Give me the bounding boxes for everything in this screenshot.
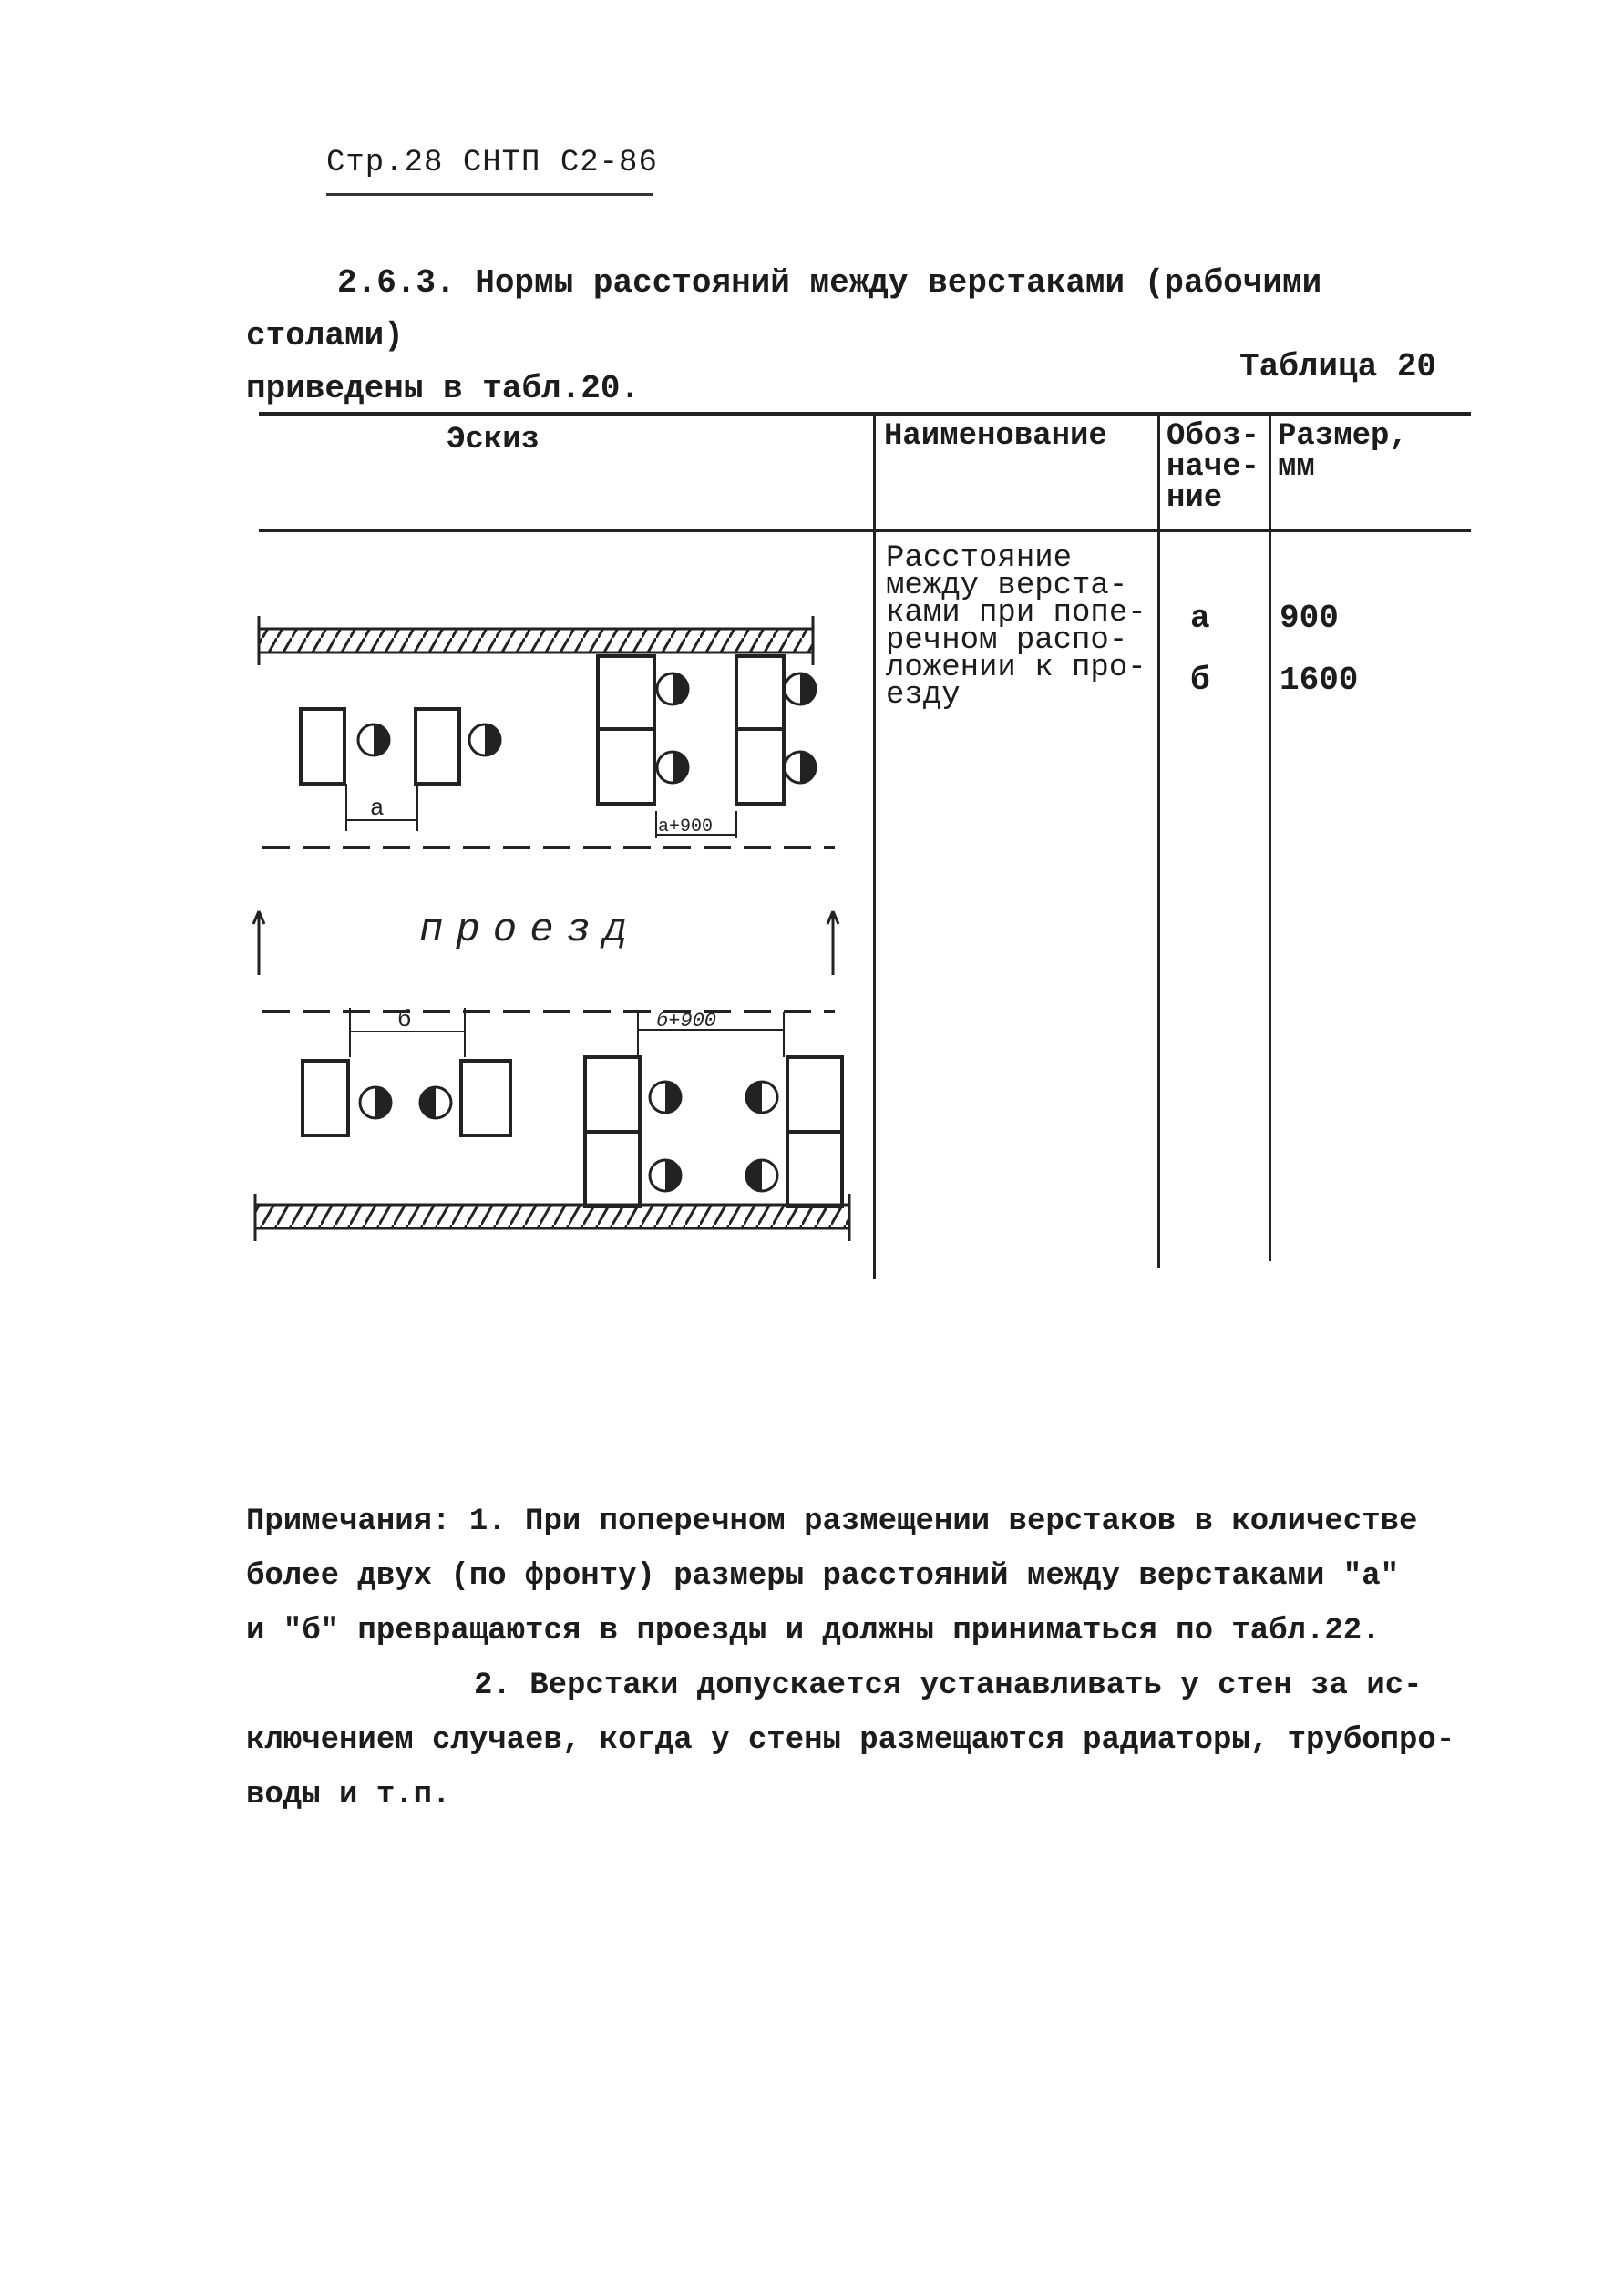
intro-line-2: приведены в табл.20. [246, 370, 641, 407]
dimension-b-label: б [397, 1006, 412, 1033]
bottom-wall [255, 1194, 849, 1241]
dimension-b [350, 1006, 465, 1057]
dimension-b-plus [638, 1010, 784, 1057]
bench-top-3 [598, 656, 688, 804]
dimension-a-plus [656, 811, 736, 838]
dimension-a-plus-label: а+900 [658, 816, 714, 837]
bench-bottom-4 [746, 1057, 842, 1207]
note-1-line-2: более двух (по фронту) размеры расстояний между верстаками "а" [246, 1559, 1400, 1594]
note-2-line-3: воды и т.п. [246, 1778, 451, 1813]
header-size: Размер, мм [1278, 419, 1408, 485]
size-a: 900 [1280, 600, 1339, 637]
note-2-line-1: 2. Верстаки допускается устанавливать у стен за ис- [474, 1669, 1423, 1703]
aisle-label: проезд [419, 908, 641, 953]
top-wall [259, 616, 813, 665]
bench-top-2 [416, 709, 500, 784]
bench-top-1 [301, 709, 389, 784]
bench-bottom-3 [585, 1057, 681, 1207]
note-2-line-2: ключением случаев, когда у стены размещаются радиаторы, трубопро- [246, 1723, 1455, 1758]
header-sketch: Эскиз [447, 423, 540, 457]
bench-bottom-1 [303, 1061, 391, 1135]
row-name: Расстояние между верста- ками при попе- речном распо- ложении к про- езду [886, 541, 1146, 713]
notes [246, 1494, 1476, 1823]
designation-b: б [1190, 662, 1210, 699]
header-name: Наименование [884, 419, 1107, 454]
table-label: Таблица 20 [1239, 348, 1437, 385]
dimension-a-label: а [370, 795, 385, 822]
aisle [253, 847, 838, 1012]
intro-line-1: 2.6.3. Нормы расстояний между верстаками (рабочими столами) [246, 264, 1322, 354]
dimension-b-plus-label: б+900 [656, 1010, 717, 1032]
bench-bottom-2 [420, 1061, 510, 1135]
designation-a: а [1190, 600, 1210, 637]
size-b: 1600 [1280, 662, 1359, 699]
bench-top-4 [736, 656, 816, 804]
header-designation: Обоз- наче- ние [1167, 419, 1260, 516]
note-1-line-1: Примечания: 1. При поперечном размещении верстаков в количестве [246, 1505, 1418, 1539]
page-header: Стр.28 СНТП С2-86 [326, 146, 658, 180]
note-1-line-3: и "б" превращаются в проезды и должны приниматься по табл.22. [246, 1614, 1381, 1648]
dimension-a [346, 784, 417, 831]
